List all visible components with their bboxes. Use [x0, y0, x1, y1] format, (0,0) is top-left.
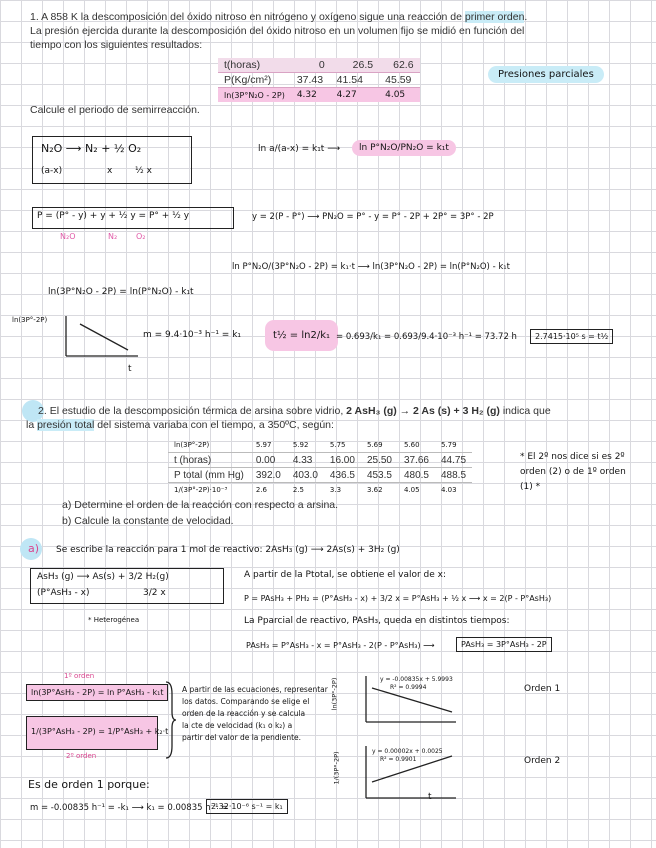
order1-box: ln(3P°AsH₃ - 2P) = ln P°AsH₃ - k₁t: [26, 684, 168, 701]
problem2-line1: 2. El estudio de la descomposición térmica de arsina sobre vidrio, 2 AsH₃ (g) → 2 As (s) + 3 H₂ (g) indica que: [38, 405, 551, 417]
work2-intro: Se escribe la reacción para 1 mol de reactivo: 2AsH₃ (g) ⟶ 2As(s) + 3H₂ (g): [56, 545, 400, 555]
pressure-label-n2o: N₂O: [60, 232, 76, 241]
reaction-box-2: AsH₃ (g) ⟶ As(s) + 3/2 H₂(g) (P°AsH₃ - x) 3/2 x: [30, 568, 224, 604]
problem1-line2: La presión ejercida durante la descomposición del óxido nitroso en un volumen fijo se midió en función del: [30, 25, 525, 37]
reaction-box-1: N₂O ⟶ N₂ + ½ O₂ (a-x) x ½ x: [32, 136, 192, 184]
order2-tag: 2º orden: [66, 752, 97, 760]
pressure-label-o2: O₂: [136, 232, 146, 241]
problem2-question-a: a) Determine el orden de la reacción con respecto a arsina.: [62, 499, 339, 511]
pressure-box: P = (P° - y) + y + ½ y = P° + ½ y: [32, 207, 234, 229]
part-a-label: a): [28, 542, 40, 555]
problem2-question-b: b) Calcule la constante de velocidad.: [62, 515, 234, 527]
table-row: t(horas) 0 26.5 62.6: [218, 58, 420, 73]
problem2-number: 2.: [38, 405, 47, 417]
table-row: t (horas) 0.00 4.33 16.00 25.50 37.66 44.75: [168, 453, 472, 468]
rate-law-1-box: ln P°N₂O/PN₂O = k₁t: [352, 140, 456, 156]
graph-order2-eq: y = 0.00002x + 0.0025: [372, 748, 443, 755]
y-derivation: y = 2(P - P°) ⟶ PN₂O = P° - y = P° - 2P + 2P° = 3P° - 2P: [252, 212, 494, 222]
problem1-number: 1.: [30, 11, 39, 23]
graph-order2-r2: R² = 0.9901: [380, 756, 417, 763]
graph-order2-ylabel: 1/(3P°-2P): [332, 751, 341, 785]
brace: [162, 680, 178, 760]
highlight-presion-total: presión total: [37, 419, 95, 431]
slope-k1: m = 9.4·10⁻³ h⁻¹ = k₁: [143, 330, 242, 340]
pressure-label-n2: N₂: [108, 232, 118, 241]
graph-order1-r2: R² = 0.9994: [390, 684, 427, 691]
arsine-reaction: 2 AsH₃ (g) → 2 As (s) + 3 H₂ (g): [346, 405, 500, 417]
ln-line-left: ln(3P°N₂O - 2P) = ln(P°N₂O) - k₁t: [48, 287, 194, 297]
partial-equation: PAsH₃ = P°AsH₃ - x = P°AsH₃ - 2(P - P°AsH₃) ⟶: [246, 641, 435, 650]
problem2-statement: [26, 404, 638, 432]
half-life-calc: = 0.693/k₁ = 0.693/9.4·10⁻³ h⁻¹ = 73.72 h: [336, 332, 517, 342]
table-row: P total (mm Hg) 392.0 403.0 436.5 453.5 480.5 488.5: [168, 468, 472, 483]
graph-problem1: [38, 312, 148, 372]
problem2-table: [168, 438, 472, 497]
graph-order2-tag: Orden 2: [524, 756, 561, 766]
problem2-line2: la presión total del sistema variaba con el tiempo, a 350ºC, según:: [26, 419, 334, 431]
graph1-ylabel: ln(3P°-2P): [12, 316, 48, 324]
graph-order1-tag: Orden 1: [524, 684, 561, 694]
half-life-formula: t½ = ln2/k₁: [265, 320, 338, 351]
table-row: P(Kg/cm²) 37.43 41.54 45.59: [218, 73, 420, 88]
table-row: ln(3P°N₂O - 2P) 4.32 4.27 4.05: [218, 88, 420, 103]
problem1-line1: 1. A 858 K la descomposición del óxido nitroso en nitrógeno y oxígeno sigue una reacción de primer orden.: [30, 11, 528, 23]
heterogeneous-note: * Heterogénea: [88, 616, 140, 624]
graph-order1-eq: y = -0.00835x + 5.9993: [380, 676, 453, 683]
side-note-presiones: Presiones parciales: [488, 66, 604, 83]
problem1-statement: [30, 10, 640, 52]
problem1-line3: tiempo con los siguientes resultados:: [30, 39, 203, 51]
find-x-text: A partir de la Ptotal, se obtiene el valor de x:: [244, 570, 447, 580]
partial-box: PAsH₃ = 3P°AsH₃ - 2P: [456, 637, 552, 652]
half-life-result-box: 2.7415·10⁵ s = t½: [530, 329, 613, 344]
conclusion: Es de orden 1 porque:: [28, 778, 150, 791]
problem2-side-note: * El 2º nos dice si es 2º orden (2) o de 1º orden (1) *: [520, 452, 626, 492]
final-box: 2.32·10⁻⁶ s⁻¹ = k₁: [206, 799, 288, 814]
partial-text: La Pparcial de reactivo, PAsH₃, queda en distintos tiempos:: [244, 616, 510, 626]
graph-order2-xlabel: t: [428, 792, 432, 802]
order2-box: 1/(3P°AsH₃ - 2P) = 1/P°AsH₃ + k₂·t: [26, 716, 158, 750]
graph-order1-ylabel: ln(3P°-2P): [330, 677, 339, 711]
table-row: ln(3P°-2P) 5.97 5.92 5.75 5.69 5.60 5.79: [174, 441, 457, 449]
final-equation: m = -0.00835 h⁻¹ = -k₁ ⟶ k₁ = 0.00835 h⁻¹ =: [30, 803, 229, 813]
problem1-question: Calcule el periodo de semirreacción.: [30, 104, 200, 116]
ptotal-equation: P = PAsH₃ + PH₂ = (P°AsH₃ - x) + 3/2 x = P°AsH₃ + ½ x ⟶ x = 2(P - P°AsH₃): [244, 594, 552, 603]
brace-note: A partir de las ecuaciones, representar los datos. Comparando se elige el orden de la reacción y se calcula la cte de velocidad (k₁ o k₂) a partir del valor de la pendiente.: [182, 685, 328, 742]
table-row: 1/(3P°-2P)·10⁻³ 2.6 2.5 3.3 3.62 4.05 4.03: [168, 483, 472, 498]
graph1-xlabel: t: [128, 364, 132, 374]
order1-tag: 1º orden: [64, 672, 95, 680]
highlight-primer-orden: primer orden: [464, 11, 525, 23]
ln-line: ln P°N₂O/(3P°N₂O - 2P) = k₁·t ⟶ ln(3P°N₂O - 2P) = ln(P°N₂O) - k₁t: [232, 262, 511, 272]
problem1-table: [218, 58, 420, 102]
rate-law-1: ln a/(a-x) = k₁t ⟶: [258, 144, 341, 154]
